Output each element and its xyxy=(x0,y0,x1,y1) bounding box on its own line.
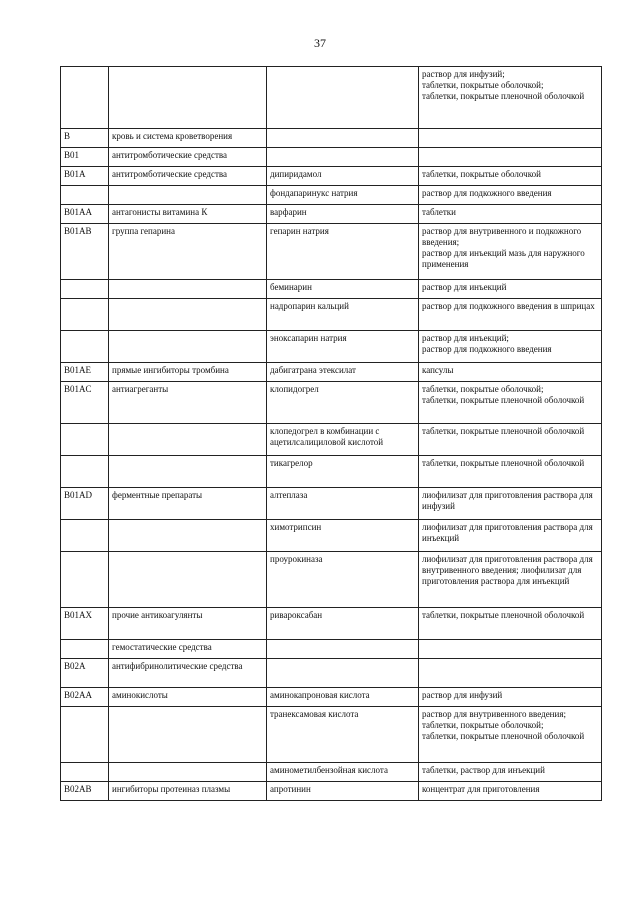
dosage-form-line: концентрат для приготовления xyxy=(422,784,540,794)
substance-cell: эноксапарин натрия xyxy=(267,331,419,363)
substance-cell: аминокапроновая кислота xyxy=(267,688,419,707)
dosage-form-line: раствор для внутривенного введения; xyxy=(422,709,566,719)
dosage-forms-cell xyxy=(419,299,602,331)
table-row xyxy=(61,129,602,148)
substance-cell xyxy=(267,129,419,148)
substance-cell: надропарин кальций xyxy=(267,299,419,331)
dosage-forms-cell xyxy=(419,552,602,608)
dosage-form-line: таблетки, покрытые пленочной оболочкой xyxy=(422,610,585,620)
substance-cell xyxy=(267,659,419,688)
atc-code-cell xyxy=(61,331,109,363)
dosage-form-line: таблетки, покрытые пленочной оболочкой xyxy=(422,731,585,741)
dosage-forms-cell xyxy=(419,224,602,280)
atc-code-cell xyxy=(61,552,109,608)
atc-code-cell xyxy=(61,299,109,331)
group-name-cell: антитромботические средства xyxy=(109,148,267,167)
table-row xyxy=(61,280,602,299)
dosage-forms-cell xyxy=(419,659,602,688)
group-name-cell: антитромботические средства xyxy=(109,167,267,186)
dosage-forms-cell xyxy=(419,67,602,129)
page-number: 37 xyxy=(314,36,326,50)
dosage-form-line: таблетки xyxy=(422,207,457,217)
atc-code-cell: B02AB xyxy=(61,782,109,801)
atc-code-cell: B01A xyxy=(61,167,109,186)
atc-code-cell: B01AD xyxy=(61,488,109,520)
table-row xyxy=(61,782,602,801)
group-name-cell: группа гепарина xyxy=(109,224,267,280)
table-row xyxy=(61,488,602,520)
table-row xyxy=(61,552,602,608)
group-name-cell xyxy=(109,707,267,763)
table-body xyxy=(61,67,602,801)
table-row xyxy=(61,186,602,205)
dosage-forms-cell xyxy=(419,424,602,456)
dosage-form-line: таблетки, покрытые оболочкой; xyxy=(422,720,544,730)
atc-code-cell xyxy=(61,186,109,205)
dosage-form-line: лиофилизат для приготовления раствора для инъекций xyxy=(422,522,593,543)
group-name-cell: прочие антикоагулянты xyxy=(109,608,267,640)
dosage-forms-cell xyxy=(419,280,602,299)
dosage-form-line: лиофилизат для приготовления раствора для инфузий xyxy=(422,490,593,511)
atc-code-cell xyxy=(61,456,109,488)
dosage-forms-cell xyxy=(419,205,602,224)
dosage-forms-cell xyxy=(419,363,602,382)
table-row xyxy=(61,205,602,224)
dosage-form-line: раствор для подкожного введения xyxy=(422,344,552,354)
group-name-cell xyxy=(109,424,267,456)
table-row xyxy=(61,299,602,331)
dosage-forms-cell xyxy=(419,488,602,520)
group-name-cell: антиагреганты xyxy=(109,382,267,424)
group-name-cell xyxy=(109,763,267,782)
atc-code-cell: B01AE xyxy=(61,363,109,382)
table-row xyxy=(61,707,602,763)
substance-cell: тикагрелор xyxy=(267,456,419,488)
group-name-cell xyxy=(109,299,267,331)
substance-cell: ривароксабан xyxy=(267,608,419,640)
dosage-form-line: раствор для инъекций мазь для наружного применения xyxy=(422,248,585,269)
substance-cell: транексамовая кислота xyxy=(267,707,419,763)
dosage-forms-cell xyxy=(419,520,602,552)
dosage-form-line: таблетки, покрытые пленочной оболочкой xyxy=(422,458,585,468)
table-row xyxy=(61,148,602,167)
dosage-forms-cell xyxy=(419,382,602,424)
group-name-cell: кровь и система кроветворения xyxy=(109,129,267,148)
group-name-cell xyxy=(109,280,267,299)
dosage-form-line: таблетки, раствор для инъекций xyxy=(422,765,545,775)
table-row xyxy=(61,224,602,280)
dosage-form-line: раствор для инфузий; xyxy=(422,69,505,79)
group-name-cell xyxy=(109,186,267,205)
substance-cell: химотрипсин xyxy=(267,520,419,552)
dosage-forms-cell xyxy=(419,640,602,659)
atc-code-cell xyxy=(61,280,109,299)
substance-cell: клопидогрел xyxy=(267,382,419,424)
dosage-form-line: капсулы xyxy=(422,365,454,375)
substance-cell: клопедогрел в комбинации с ацетилсалициловой кислотой xyxy=(267,424,419,456)
dosage-forms-cell xyxy=(419,608,602,640)
dosage-form-line: таблетки, покрытые оболочкой xyxy=(422,169,541,179)
atc-code-cell xyxy=(61,520,109,552)
group-name-cell: ферментные препараты xyxy=(109,488,267,520)
table-row xyxy=(61,456,602,488)
table-row xyxy=(61,688,602,707)
atc-code-cell xyxy=(61,763,109,782)
drug-table xyxy=(60,66,602,801)
substance-cell: гепарин натрия xyxy=(267,224,419,280)
group-name-cell: гемостатические средства xyxy=(109,640,267,659)
dosage-form-line: раствор для внутривенного и подкожного введения; xyxy=(422,226,582,247)
atc-code-cell: B02AA xyxy=(61,688,109,707)
dosage-forms-cell xyxy=(419,186,602,205)
table-row xyxy=(61,763,602,782)
atc-code-cell: B01AA xyxy=(61,205,109,224)
atc-code-cell: B01AC xyxy=(61,382,109,424)
dosage-form-line: раствор для инфузий xyxy=(422,690,503,700)
atc-code-cell: B xyxy=(61,129,109,148)
dosage-form-line: раствор для инъекций; xyxy=(422,333,509,343)
dosage-form-line: раствор для подкожного введения xyxy=(422,188,552,198)
table-row xyxy=(61,382,602,424)
table-row xyxy=(61,67,602,129)
group-name-cell: прямые ингибиторы тромбина xyxy=(109,363,267,382)
substance-cell: апротинин xyxy=(267,782,419,801)
substance-cell xyxy=(267,148,419,167)
atc-code-cell xyxy=(61,424,109,456)
atc-code-cell xyxy=(61,707,109,763)
group-name-cell xyxy=(109,552,267,608)
dosage-forms-cell xyxy=(419,782,602,801)
substance-cell: дабигатрана этексилат xyxy=(267,363,419,382)
atc-code-cell: B01 xyxy=(61,148,109,167)
group-name-cell: антагонисты витамина К xyxy=(109,205,267,224)
dosage-forms-cell xyxy=(419,456,602,488)
dosage-form-line: таблетки, покрытые пленочной оболочкой xyxy=(422,91,585,101)
dosage-form-line: лиофилизат для приготовления раствора для внутривенного введения; лиофилизат для приготовления раствора для инъекций xyxy=(422,554,593,586)
table-row xyxy=(61,520,602,552)
atc-code-cell: B01AX xyxy=(61,608,109,640)
substance-cell: дипиридамол xyxy=(267,167,419,186)
group-name-cell xyxy=(109,456,267,488)
table-row xyxy=(61,424,602,456)
dosage-forms-cell xyxy=(419,707,602,763)
substance-cell xyxy=(267,67,419,129)
table-row xyxy=(61,640,602,659)
dosage-form-line: раствор для подкожного введения в шприцах xyxy=(422,301,595,311)
dosage-forms-cell xyxy=(419,688,602,707)
substance-cell: проурокиназа xyxy=(267,552,419,608)
substance-cell: варфарин xyxy=(267,205,419,224)
group-name-cell xyxy=(109,331,267,363)
substance-cell: аминометилбензойная кислота xyxy=(267,763,419,782)
table-row xyxy=(61,167,602,186)
atc-code-cell xyxy=(61,640,109,659)
table-row xyxy=(61,331,602,363)
dosage-forms-cell xyxy=(419,331,602,363)
dosage-form-line: таблетки, покрытые пленочной оболочкой xyxy=(422,426,585,436)
group-name-cell: антифибринолитические средства xyxy=(109,659,267,688)
table-row xyxy=(61,608,602,640)
atc-code-cell: B01AB xyxy=(61,224,109,280)
atc-code-cell xyxy=(61,67,109,129)
dosage-forms-cell xyxy=(419,167,602,186)
atc-code-cell: B02A xyxy=(61,659,109,688)
dosage-form-line: таблетки, покрытые оболочкой; xyxy=(422,80,544,90)
substance-cell: алтеплаза xyxy=(267,488,419,520)
group-name-cell: ингибиторы протеиназ плазмы xyxy=(109,782,267,801)
dosage-form-line: таблетки, покрытые оболочкой; xyxy=(422,384,544,394)
table-row xyxy=(61,363,602,382)
dosage-forms-cell xyxy=(419,148,602,167)
dosage-forms-cell xyxy=(419,763,602,782)
dosage-form-line: раствор для инъекций xyxy=(422,282,507,292)
group-name-cell xyxy=(109,67,267,129)
substance-cell: фондапаринукс натрия xyxy=(267,186,419,205)
substance-cell: беминарин xyxy=(267,280,419,299)
group-name-cell xyxy=(109,520,267,552)
dosage-forms-cell xyxy=(419,129,602,148)
table-row xyxy=(61,659,602,688)
substance-cell xyxy=(267,640,419,659)
dosage-form-line: таблетки, покрытые пленочной оболочкой xyxy=(422,395,585,405)
group-name-cell: аминокислоты xyxy=(109,688,267,707)
